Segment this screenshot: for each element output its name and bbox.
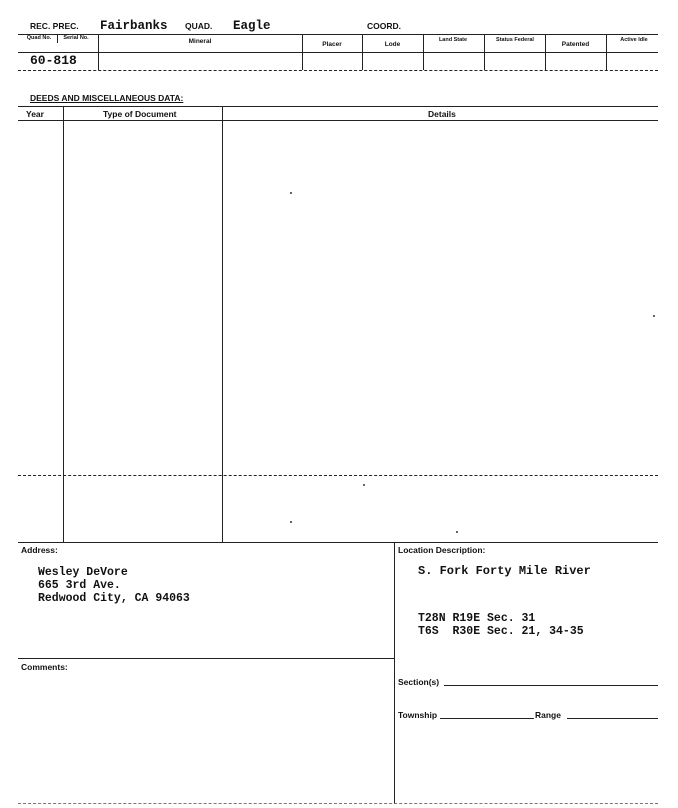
- deeds-col-year: Year: [26, 109, 44, 119]
- deeds-col-sep-type: [222, 106, 223, 542]
- township-underline: [440, 718, 534, 719]
- column-header-divider: [18, 52, 658, 53]
- col-header-status-federal: Status Federal: [496, 37, 534, 43]
- township-label: Township: [398, 710, 438, 720]
- bottom-section-top-rule: [18, 542, 658, 543]
- location-label: Location Description:: [398, 545, 486, 555]
- col-sep-placer: [362, 34, 363, 70]
- deeds-section-title: DEEDS AND MISCELLANEOUS DATA:: [30, 93, 184, 103]
- col-sep-mineral: [302, 34, 303, 70]
- location-legal-block: [418, 612, 584, 638]
- col-header-lode: Lode: [384, 41, 401, 48]
- location-legal-line1: T28N R19E Sec. 31: [418, 612, 536, 625]
- speck: [653, 315, 655, 317]
- deeds-col-details: Details: [428, 109, 456, 119]
- bottom-edge-dashed: [18, 803, 658, 804]
- col-header-quad-no: Quad No.: [26, 35, 52, 41]
- quad-label: QUAD.: [185, 21, 213, 31]
- comments-label: Comments:: [21, 662, 68, 672]
- record-row-bottom-dashed: [18, 70, 658, 71]
- section-underline: [444, 685, 658, 686]
- col-sep-status: [545, 34, 546, 70]
- address-block: [38, 566, 190, 605]
- deeds-top-rule: [18, 106, 658, 107]
- coord-label: COORD.: [367, 21, 401, 31]
- deeds-col-type: Type of Document: [103, 109, 177, 119]
- bottom-section-vertical-divider: [394, 542, 395, 804]
- deeds-header-rule: [18, 120, 658, 121]
- range-underline: [567, 718, 658, 719]
- col-header-serial-no: Serial No.: [63, 35, 89, 41]
- deeds-col-sep-year: [63, 106, 64, 542]
- col-header-active-idle: Active Idle: [620, 37, 648, 43]
- speck: [363, 484, 365, 486]
- col-sep-land-state: [484, 34, 485, 70]
- speck: [456, 531, 458, 533]
- quad-serial-value: 60-818: [30, 53, 77, 68]
- location-place: S. Fork Forty Mile River: [418, 564, 591, 578]
- quad-value: Eagle: [233, 19, 271, 33]
- section-label: Section(s): [398, 677, 440, 687]
- col-header-land-state: Land State: [438, 37, 468, 43]
- address-name: Wesley DeVore: [38, 566, 128, 579]
- range-label: Range: [535, 710, 561, 720]
- col-sep-lode: [423, 34, 424, 70]
- col-sep-patented: [606, 34, 607, 70]
- address-comments-divider: [18, 658, 394, 659]
- address-city: Redwood City, CA 94063: [38, 592, 190, 605]
- col-header-patented: Patented: [561, 41, 590, 48]
- address-street: 665 3rd Ave.: [38, 579, 121, 592]
- rec-prec-label: REC. PREC.: [30, 21, 79, 31]
- deeds-dashed-rule: [18, 475, 658, 476]
- address-label: Address:: [21, 545, 58, 555]
- location-legal-line2: T6S R30E Sec. 21, 34-35: [418, 625, 584, 638]
- col-sep-quad-serial: [57, 34, 58, 43]
- rec-prec-value: Fairbanks: [100, 19, 168, 33]
- speck: [290, 521, 292, 523]
- speck: [290, 192, 292, 194]
- col-header-placer: Placer: [322, 41, 342, 48]
- header-divider: [18, 34, 658, 35]
- col-header-mineral: Mineral: [188, 38, 212, 45]
